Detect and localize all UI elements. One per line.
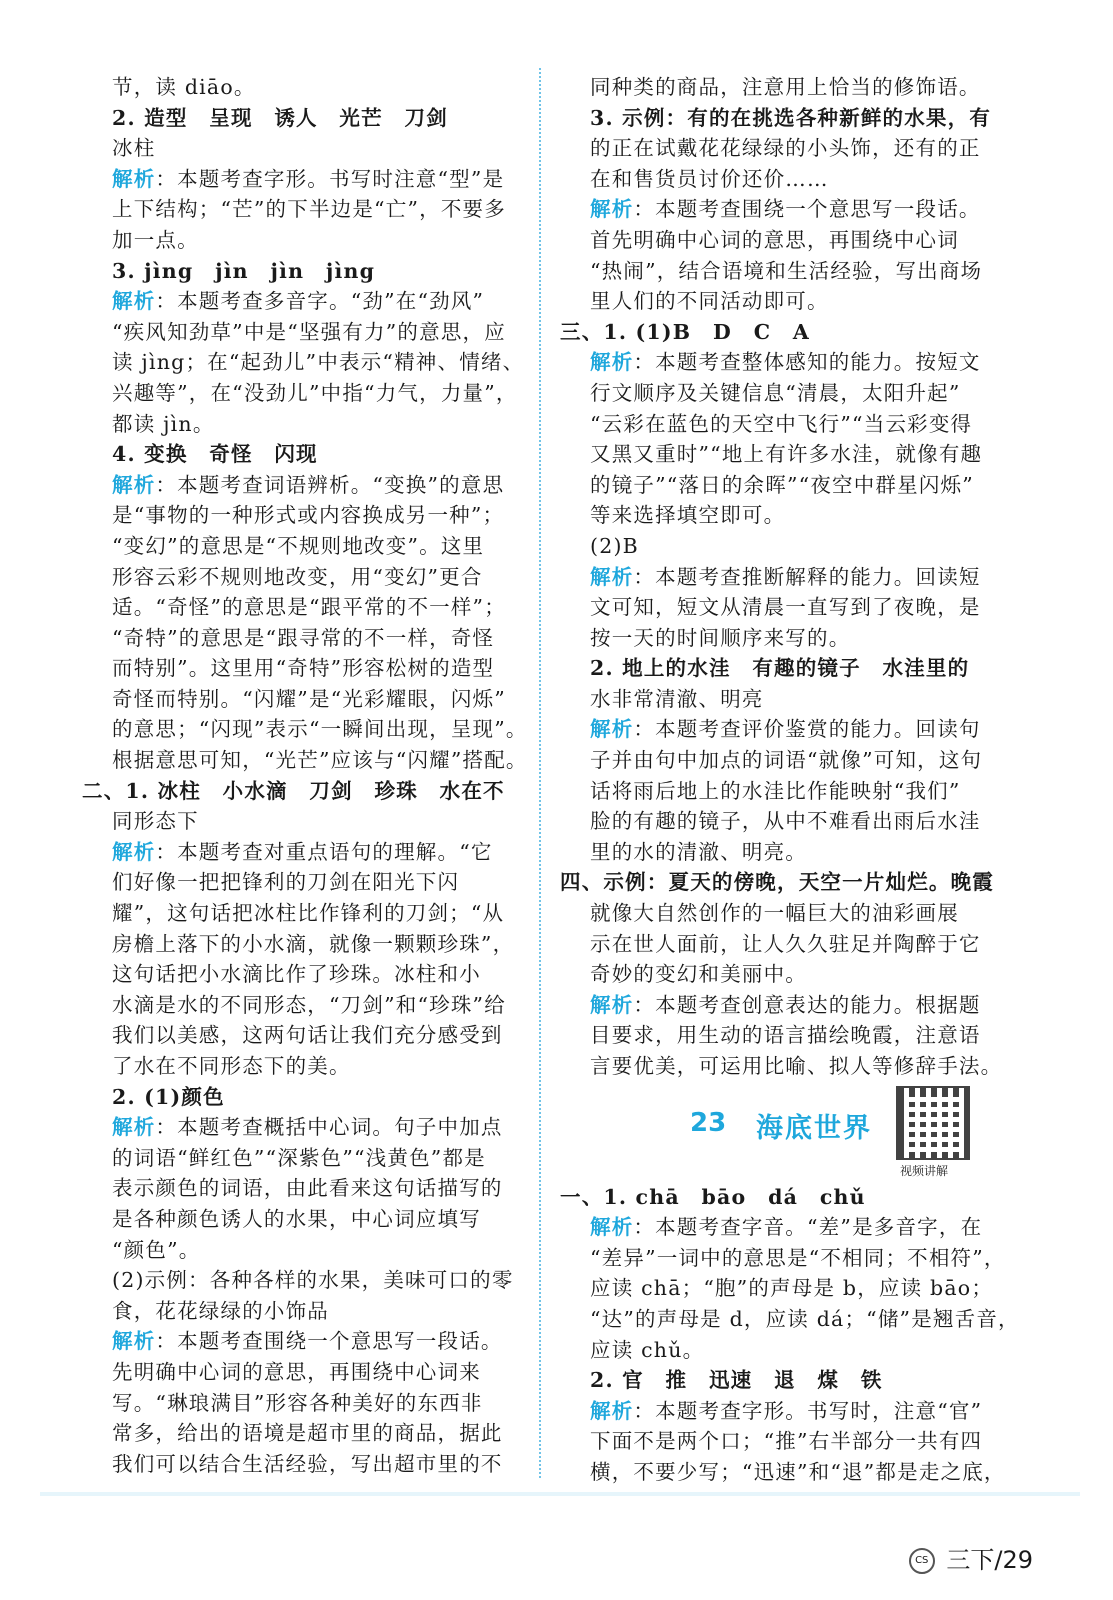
text-line	[560, 959, 1012, 990]
text-line	[560, 439, 1012, 470]
line-text: 兴趣等”，在“没劲儿”中指“力气，力量”，	[112, 380, 518, 405]
line-text: 食，花花绿绿的小饰品	[112, 1298, 329, 1323]
text-line	[560, 500, 1012, 531]
line-text: ：本题考查推断解释的能力。回读短	[633, 564, 981, 589]
text-line	[82, 1326, 522, 1357]
line-text: 的镜子”“落日的余晖”“夜空中群星闪烁”	[590, 472, 974, 497]
line-text: ：本题考查多音字。“劲”在“劲风”	[155, 289, 485, 314]
line-text: 这句话把小水滴比作了珍珠。冰柱和小	[112, 962, 481, 987]
text-line	[560, 562, 1012, 593]
line-text: 表示颜色的词语，由此看来这句话描写的	[112, 1176, 503, 1201]
line-text: ：本题考查整体感知的能力。按短文	[633, 350, 981, 375]
text-line	[82, 623, 522, 654]
bottom-band	[40, 1492, 1080, 1496]
line-text: 言要优美，可运用比喻、拟人等修辞手法。	[590, 1054, 1003, 1078]
line-text: “达”的声母是 d，应读 dá；“储”是翘舌音，	[590, 1306, 1020, 1331]
line-text: 水滴是水的不同形态，“刀剑”和“珍珠”给	[112, 992, 506, 1017]
text-line	[560, 837, 1012, 868]
line-text: 的词语“鲜红色”“深紫色”“浅黄色”都是	[112, 1145, 486, 1170]
text-line	[82, 837, 522, 868]
line-text: 的意思；“闪现”表示“一瞬间出现，呈现”。	[112, 717, 528, 742]
text-line	[82, 1143, 522, 1174]
line-text: 的正在试戴花花绿绿的小头饰，还有的正	[590, 136, 981, 161]
left-column	[82, 72, 528, 1479]
text-line	[82, 1357, 522, 1388]
line-text: 节，读 diāo。	[112, 75, 256, 99]
text-line	[82, 1112, 522, 1143]
line-text: 2. (1)颜色	[112, 1084, 225, 1109]
line-text: “奇特”的意思是“跟寻常的不一样，奇怪	[112, 625, 495, 650]
column-divider	[539, 68, 541, 1478]
line-text: 水非常清澈、明亮	[590, 686, 764, 711]
line-text: 目要求，用生动的语言描绘晚霞，注意语	[590, 1023, 981, 1048]
text-line	[82, 1418, 522, 1449]
line-text: 首先明确中心词的意思，再围绕中心词	[590, 227, 959, 252]
line-text: 文可知，短文从清晨一直写到了夜晚，是	[590, 595, 981, 620]
text-line	[82, 133, 522, 164]
text-line	[82, 470, 522, 501]
text-line	[82, 409, 522, 440]
text-line	[560, 1051, 1012, 1082]
right-column	[560, 72, 1020, 1488]
text-line	[560, 133, 1012, 164]
line-text: 脸的有趣的镜子，从中不难看出雨后水洼	[590, 809, 981, 834]
text-line	[82, 347, 525, 378]
text-line	[560, 1212, 1012, 1243]
text-line	[82, 806, 522, 837]
text-line	[560, 867, 1012, 898]
line-text: 同种类的商品，注意用上恰当的修饰语。	[590, 75, 981, 99]
text-line	[560, 623, 1012, 654]
text-line	[82, 164, 522, 195]
text-line	[560, 806, 1012, 837]
line-text: 三、1. (1)B D C A	[560, 319, 811, 344]
text-line	[560, 164, 1012, 195]
text-line	[82, 592, 522, 623]
qr-caption: 视频讲解	[900, 1163, 949, 1178]
line-text: 示在世人面前，让人久久驻足并陶醉于它	[590, 931, 981, 956]
line-text: 房檐上落下的小水滴，就像一颗颗珍珠”，	[112, 931, 515, 956]
text-line	[82, 1449, 522, 1480]
line-text: 都读 jìn。	[112, 411, 215, 436]
line-text: ：本题考查词语辨析。“变换”的意思	[155, 472, 505, 497]
text-line	[560, 1457, 1012, 1488]
line-text: 四、示例：夏天的傍晚，天空一片灿烂。晚霞	[560, 870, 994, 895]
text-line	[82, 1265, 522, 1296]
text-line	[82, 684, 522, 715]
text-line	[560, 378, 1012, 409]
text-line	[82, 286, 522, 317]
line-text: “云彩在蓝色的天空中飞行”“当云彩变得	[590, 411, 973, 436]
analysis-label: 解析	[112, 1115, 156, 1140]
text-line	[82, 867, 522, 898]
text-line	[560, 286, 1012, 317]
line-text: 又黑又重时”“地上有许多水洼，就像有趣	[590, 442, 983, 467]
text-line	[82, 714, 528, 745]
right-top-block	[560, 72, 1012, 1082]
text-line	[82, 776, 522, 807]
line-text: 子并由句中加点的词语“就像”可知，这句	[590, 748, 983, 773]
text-line	[82, 1388, 522, 1419]
page-number: 三下/29	[946, 1546, 1033, 1574]
line-text: 2. 地上的水洼 有趣的镜子 水洼里的	[590, 656, 970, 681]
analysis-label: 解析	[590, 717, 634, 742]
line-text: 了水在不同形态下的美。	[112, 1054, 351, 1078]
text-line	[560, 317, 1012, 348]
line-text: (2)示例：各种各样的水果，美味可口的零	[112, 1268, 514, 1293]
text-line	[82, 1020, 522, 1051]
text-line	[82, 194, 522, 225]
line-text: 2. 造型 呈现 诱人 光芒 刀剑	[112, 105, 448, 130]
line-text: 我们可以结合生活经验，写出超市里的不	[112, 1451, 503, 1476]
text-line	[560, 194, 1012, 225]
text-line	[560, 1396, 1012, 1427]
line-text: 里人们的不同活动即可。	[590, 289, 829, 314]
text-line	[560, 1304, 1020, 1335]
text-line	[82, 562, 522, 593]
text-line	[82, 1235, 522, 1266]
text-line	[560, 1335, 1012, 1366]
analysis-label: 解析	[112, 839, 156, 864]
line-text: 加一点。	[112, 227, 199, 252]
text-line	[82, 500, 522, 531]
line-text: 根据意思可知，“光芒”应该与“闪耀”搭配。	[112, 748, 528, 773]
lesson-heading	[560, 1082, 1012, 1182]
text-line	[82, 531, 522, 562]
text-line	[560, 592, 1012, 623]
line-text: 先明确中心词的意思，再围绕中心词来	[112, 1359, 481, 1384]
lesson-title: 海底世界	[756, 1112, 872, 1144]
line-text: 里的水的清澈、明亮。	[590, 839, 807, 864]
text-line	[82, 378, 522, 409]
line-text: 上下结构；“芒”的下半边是“亡”，不要多	[112, 197, 506, 222]
text-line	[560, 745, 1012, 776]
text-line	[82, 317, 522, 348]
line-text: ：本题考查围绕一个意思写一段话。	[155, 1329, 503, 1354]
text-line	[82, 72, 522, 103]
text-line	[82, 745, 528, 776]
line-text: 奇妙的变幻和美丽中。	[590, 962, 807, 987]
line-text: 奇怪而特别。“闪耀”是“光彩耀眼，闪烁”	[112, 686, 506, 711]
line-text: 3. jìng jìn jìn jìng	[112, 258, 376, 283]
text-line	[82, 929, 522, 960]
text-line	[82, 990, 522, 1021]
text-line	[82, 1204, 522, 1235]
line-text: 等来选择填空即可。	[590, 503, 786, 528]
analysis-label: 解析	[590, 350, 634, 375]
text-line	[560, 1020, 1012, 1051]
text-line	[560, 714, 1012, 745]
line-text: 而特别”。这里用“奇特”形容松树的造型	[112, 656, 495, 681]
line-text: ：本题考查评价鉴赏的能力。回读句	[633, 717, 981, 742]
analysis-label: 解析	[590, 1215, 634, 1240]
text-line	[82, 103, 522, 134]
text-line	[82, 439, 522, 470]
line-text: 耀”，这句话把冰柱比作锋利的刀剑；“从	[112, 901, 505, 926]
line-text: ：本题考查概括中心词。句子中加点	[155, 1115, 503, 1140]
text-line	[82, 1296, 522, 1327]
line-text: ：本题考查字形。书写时，注意“官”	[633, 1398, 983, 1423]
line-text: 读 jìng；在“起劲儿”中表示“精神、情绪、	[112, 350, 525, 375]
text-line	[560, 531, 1012, 562]
line-text: 在和售货员讨价还价……	[590, 166, 829, 191]
line-text: 冰柱	[112, 136, 156, 161]
line-text: 们好像一把把锋利的刀剑在阳光下闪	[112, 870, 460, 895]
text-line	[560, 256, 1012, 287]
line-text: 一、1. chā bāo dá chǔ	[560, 1184, 866, 1209]
line-text: 形容云彩不规则地改变，用“变幻”更合	[112, 564, 483, 589]
analysis-label: 解析	[590, 564, 634, 589]
line-text: 2. 官 推 迅速 退 煤 铁	[590, 1368, 883, 1393]
line-text: “疾风知劲草”中是“坚强有力”的意思，应	[112, 319, 506, 344]
line-text: ：本题考查字形。书写时注意“型”是	[155, 166, 505, 191]
line-text: “变幻”的意思是“不规则地改变”。这里	[112, 533, 485, 558]
text-line	[560, 1426, 1012, 1457]
text-line	[560, 929, 1012, 960]
line-text: ：本题考查创意表达的能力。根据题	[633, 992, 981, 1017]
line-text: 写。“琳琅满目”形容各种美好的东西非	[112, 1390, 483, 1415]
analysis-label: 解析	[590, 1398, 634, 1423]
line-text: 横，不要少写；“迅速”和“退”都是走之底，	[590, 1459, 1006, 1484]
text-line	[82, 1173, 522, 1204]
text-line	[560, 1273, 1012, 1304]
text-line	[82, 225, 522, 256]
text-line	[560, 684, 1012, 715]
line-text: “差异”一词中的意思是“不相同；不相符”，	[590, 1245, 1006, 1270]
text-line	[82, 256, 522, 287]
analysis-label: 解析	[590, 197, 634, 222]
right-bottom-block	[560, 1182, 1020, 1488]
line-text: 3. 示例：有的在挑选各种新鲜的水果，有	[590, 105, 992, 130]
line-text: 就像大自然创作的一幅巨大的油彩画展	[590, 901, 959, 926]
text-line	[560, 225, 1012, 256]
text-line	[560, 1243, 1012, 1274]
text-line	[560, 72, 1012, 103]
line-text: 常多，给出的语境是超市里的商品，据此	[112, 1421, 503, 1446]
text-line	[82, 1051, 522, 1082]
lesson-number: 23	[690, 1107, 727, 1138]
text-line	[560, 409, 1012, 440]
analysis-label: 解析	[112, 472, 156, 497]
text-line	[560, 470, 1012, 501]
text-line	[560, 1365, 1012, 1396]
line-text: 是各种颜色诱人的水果，中心词应填写	[112, 1206, 481, 1231]
line-text: 二、1. 冰柱 小水滴 刀剑 珍珠 水在不	[82, 778, 505, 803]
line-text: 行文顺序及关键信息“清晨，太阳升起”	[590, 380, 961, 405]
analysis-label: 解析	[590, 992, 634, 1017]
line-text: 适。“奇怪”的意思是“跟平常的不一样”；	[112, 595, 506, 620]
line-text: 同形态下	[112, 809, 199, 834]
analysis-label: 解析	[112, 1329, 156, 1354]
text-line	[82, 959, 522, 990]
page-footer	[909, 1540, 1033, 1575]
text-line	[560, 898, 1012, 929]
analysis-label: 解析	[112, 289, 156, 314]
text-line	[560, 1182, 1012, 1213]
text-line	[82, 898, 522, 929]
line-text: ：本题考查字音。“差”是多音字，在	[633, 1215, 983, 1240]
qr-code-icon[interactable]	[896, 1086, 970, 1160]
line-text: 话将雨后地上的水洼比作能映射“我们”	[590, 778, 961, 803]
line-text: ：本题考查围绕一个意思写一段话。	[633, 197, 981, 222]
line-text: 应读 chā；“胞”的声母是 b，应读 bāo；	[590, 1276, 994, 1301]
line-text: 4. 变换 奇怪 闪现	[112, 442, 318, 467]
line-text: 应读 chǔ。	[590, 1337, 705, 1362]
text-line	[560, 103, 1012, 134]
text-line	[560, 776, 1012, 807]
line-text: 按一天的时间顺序来写的。	[590, 625, 851, 650]
line-text: (2)B	[590, 533, 639, 558]
line-text: 是“事物的一种形式或内容换成另一种”；	[112, 503, 505, 528]
line-text: “热闹”，结合语境和生活经验，写出商场	[590, 258, 983, 283]
text-line	[560, 990, 1012, 1021]
line-text: 我们以美感，这两句话让我们充分感受到	[112, 1023, 503, 1048]
analysis-label: 解析	[112, 166, 156, 191]
text-line	[560, 653, 1012, 684]
text-line	[560, 347, 1012, 378]
line-text: “颜色”。	[112, 1237, 201, 1262]
line-text: 下面不是两个口；“推”右半部分一共有四	[590, 1429, 983, 1454]
line-text: ：本题考查对重点语句的理解。“它	[155, 839, 493, 864]
publisher-badge-icon: CS	[909, 1548, 935, 1574]
text-line	[82, 653, 522, 684]
text-line	[82, 1082, 522, 1113]
